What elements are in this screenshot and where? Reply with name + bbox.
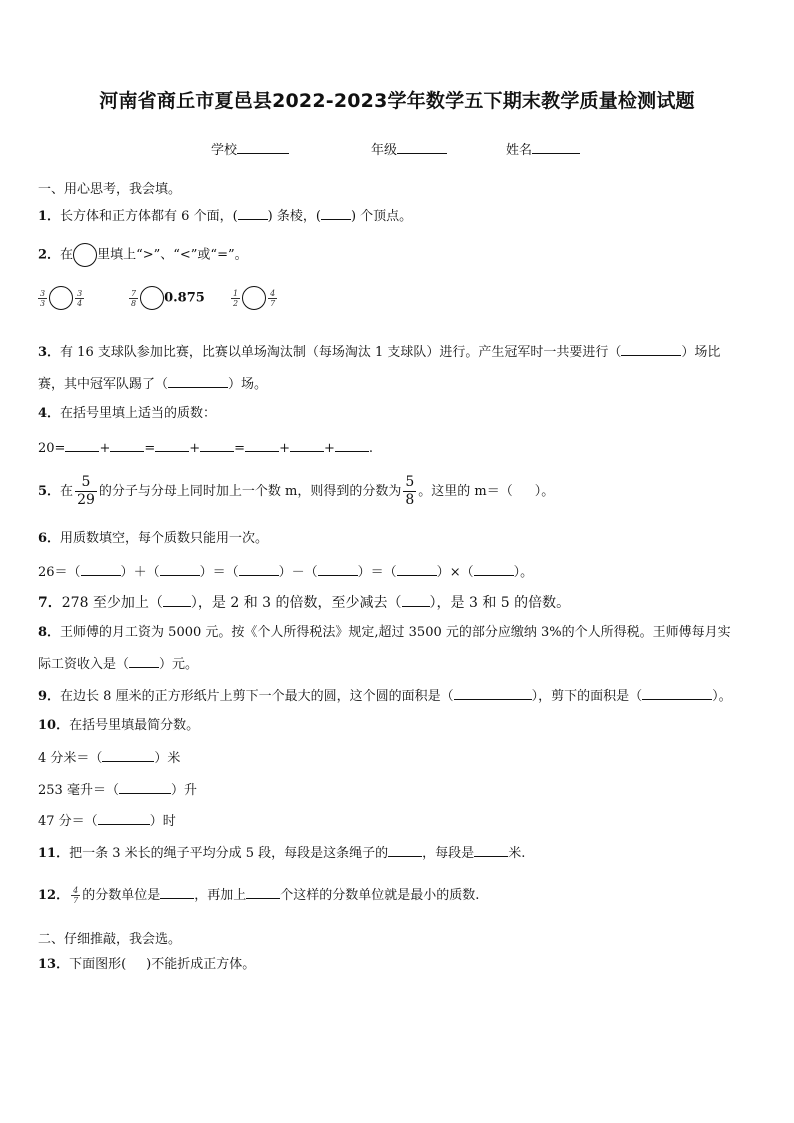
q5-text-b: 的分子与分母上同时加上一个数 m，则得到的分数为 [98,484,402,499]
denominator: 7 [73,896,79,905]
fraction [75,474,97,509]
q3-line1-a: 有 16 支球队参加比赛，比赛以单场淘汰制（每场淘汰 1 支球队）进行。产生冠军时一共要进行（ [60,345,622,360]
answer-blank[interactable] [65,439,99,452]
grade-label: 年级 [371,143,398,158]
plus-sign: ＋（ [133,565,160,580]
answer-blank[interactable] [397,563,437,576]
conversion-row-3 [38,812,176,830]
numerator: 4 [270,288,276,298]
plus-sign: + [279,441,290,456]
answer-blank[interactable] [246,886,280,899]
q1-text-a: 长方体和正方体都有 6 个面，( [60,209,238,224]
answer-blank[interactable] [160,563,200,576]
answer-blank[interactable] [129,655,159,668]
compare-item-2 [127,286,205,310]
q5-text-a: 在 [60,484,74,499]
close-paren: ） [436,565,450,580]
question-10 [38,718,199,734]
school-field[interactable] [211,141,289,159]
question-number: 3． [38,345,61,360]
q6-text: 用质数填空，每个质数只能用一次。 [60,531,269,546]
compare-item-1 [36,286,86,310]
question-3-line-2 [38,375,267,393]
plus-sign: + [99,441,111,456]
question-7 [38,594,570,611]
q10-r2-a: 253 毫升＝（ [38,783,119,798]
period: . [368,441,374,456]
denominator: 3 [40,298,46,308]
q12-text-a: 的分数单位是 [82,888,161,903]
q4-text: 在括号里填上适当的质数： [60,406,217,421]
compare-circle[interactable] [242,286,266,310]
q7-text-b: ），是 2 和 3 的倍数，至少减去（ [190,595,402,611]
question-8-line-2 [38,655,198,673]
answer-blank[interactable] [163,594,191,607]
denominator: 7 [270,298,276,308]
question-number: 7． [38,595,62,611]
q7-text-a: 278 至少加上（ [61,595,163,611]
q3-line2-b: ）场。 [228,377,268,392]
q5-text-d: ）。 [534,484,555,499]
fraction [129,289,138,308]
q13-text-b: )不能折成正方体。 [146,957,256,972]
page-title: 河南省商丘市夏邑县2022-2023学年数学五下期末教学质量检测试题 [99,90,695,112]
prime-expression [38,563,533,581]
q10-r1-b: ）米 [154,751,181,766]
plus-sign: + [323,441,335,456]
q10-r3-a: 47 分＝（ [38,814,98,829]
q1-text-c: ) 个顶点。 [350,209,413,224]
q9-text-a: 在边长 8 厘米的正方形纸片上剪下一个最大的圆，这个圆的面积是（ [60,689,454,704]
answer-blank[interactable] [290,439,324,452]
denominator: 2 [233,298,239,308]
q6-end: ）。 [513,565,534,580]
grade-blank[interactable] [397,141,447,154]
q10-r3-b: ）时 [149,814,176,829]
answer-blank[interactable] [318,563,358,576]
answer-blank[interactable] [110,439,144,452]
q1-text-b: ) 条棱，( [267,209,321,224]
fraction [75,289,84,308]
q10-text: 在括号里填最简分数。 [69,718,200,733]
answer-blank[interactable] [200,439,234,452]
close-paren: ） [357,565,371,580]
denominator: 4 [77,298,83,308]
denominator: 8 [131,298,137,308]
question-number: 1． [38,209,61,224]
plus-sign: + [189,441,201,456]
decimal-value: 0.875 [164,290,205,306]
numerator: 4 [73,886,79,895]
compare-item-3 [229,286,279,310]
denominator: 29 [77,492,95,508]
answer-blank[interactable] [321,207,351,220]
compare-circle[interactable] [49,286,73,310]
question-12 [38,886,479,905]
close-paren: ） [278,565,292,580]
question-1 [38,207,412,225]
section-heading-2: 二、仔细推敲，我会选。 [38,932,182,947]
conversion-row-1 [38,749,180,767]
fraction [268,289,277,308]
q4-lhs: 20= [38,441,66,456]
answer-blank[interactable] [474,844,508,857]
numerator: 3 [40,288,46,298]
question-number: 8． [38,625,61,640]
q12-text-b: ，再加上 [194,888,247,903]
answer-blank[interactable] [81,563,121,576]
answer-blank[interactable] [160,886,194,899]
section-heading-1: 一、用心思考，我会填。 [38,182,182,197]
question-11 [38,844,525,862]
fraction [71,886,80,905]
answer-blank[interactable] [621,343,681,356]
answer-blank[interactable] [642,687,712,700]
question-number: 2． [38,247,61,263]
q2-text-b: 里填上“>”、“<”或“=”。 [97,247,248,263]
q5-text-c: 。这里的 m＝（ [418,484,513,499]
minus-sign: －（ [291,565,318,580]
question-2 [38,243,248,267]
q10-r2-b: ）升 [170,783,197,798]
question-6 [38,531,268,547]
school-label: 学校 [211,143,238,158]
question-4 [38,406,216,422]
numerator: 3 [77,288,83,298]
school-blank[interactable] [237,141,289,154]
answer-blank[interactable] [239,563,279,576]
question-number: 6． [38,531,61,546]
answer-blank[interactable] [335,439,369,452]
prime-sum-equation [38,439,373,457]
q10-r1-a: 4 分米＝（ [38,751,103,766]
q13-text-a: 下面图形( [69,957,127,972]
answer-blank[interactable] [102,749,154,762]
answer-blank[interactable] [119,781,171,794]
name-field[interactable] [506,141,580,159]
answer-blank[interactable] [474,563,514,576]
question-13 [38,957,255,973]
name-label: 姓名 [506,143,533,158]
question-9 [38,687,732,705]
times-sign: ×（ [449,565,474,580]
answer-blank[interactable] [155,439,189,452]
answer-blank[interactable] [454,687,532,700]
question-number: 13． [38,957,70,972]
q6-lhs: 26＝（ [38,565,81,580]
compare-circle[interactable] [73,243,97,267]
answer-blank[interactable] [388,844,422,857]
question-8 [38,625,731,641]
q7-text-c: ），是 3 和 5 的倍数。 [429,595,571,611]
close-paren: ） [199,565,213,580]
answer-blank[interactable] [168,375,228,388]
answer-blank[interactable] [98,812,150,825]
q8-line-1: 王师傅的月工资为 5000 元。按《个人所得税法》规定,超过 3500 元的部分应缴纳 3%的个人所得税。王师傅每月实 [60,625,731,640]
q9-text-b: ），剪下的面积是（ [531,689,643,704]
question-number: 4． [38,406,61,421]
q12-text-c: 个这样的分数单位就是最小的质数. [280,888,480,903]
compare-circle[interactable] [140,286,164,310]
question-number: 10． [38,718,70,733]
q8-line2-a: 际工资收入是（ [38,657,130,672]
q11-text-c: 米. [508,846,526,861]
question-number: 11． [38,846,70,861]
equals-sign: ＝（ [370,565,397,580]
grade-field[interactable] [371,141,447,159]
question-5 [38,474,554,509]
answer-blank[interactable] [245,439,279,452]
fraction [38,289,47,308]
name-blank[interactable] [532,141,580,154]
answer-blank[interactable] [238,207,268,220]
question-number: 5． [38,484,61,499]
numerator: 5 [75,474,97,492]
numerator: 5 [405,474,415,490]
close-paren: ） [120,565,134,580]
q2-text-a: 在 [60,247,74,263]
q11-text-a: 把一条 3 米长的绳子平均分成 5 段，每段是这条绳子的 [69,846,389,861]
conversion-row-2 [38,781,197,799]
q3-line2-a: 赛，其中冠军队踢了（ [38,377,169,392]
q9-text-c: ）。 [712,689,732,704]
denominator: 8 [405,492,415,508]
equals-sign: = [144,441,156,456]
q8-line2-b: ）元。 [159,657,199,672]
numerator: 7 [131,288,137,298]
numerator: 1 [233,288,239,298]
question-number: 12． [38,888,70,903]
q11-text-b: ，每段是 [422,846,475,861]
fraction [231,289,240,308]
question-3 [38,343,720,361]
equals-sign: ＝（ [212,565,239,580]
equals-sign: = [234,441,246,456]
answer-blank[interactable] [402,594,430,607]
fraction [403,474,416,509]
q3-line1-b: ）场比 [681,345,721,360]
question-number: 9． [38,689,61,704]
